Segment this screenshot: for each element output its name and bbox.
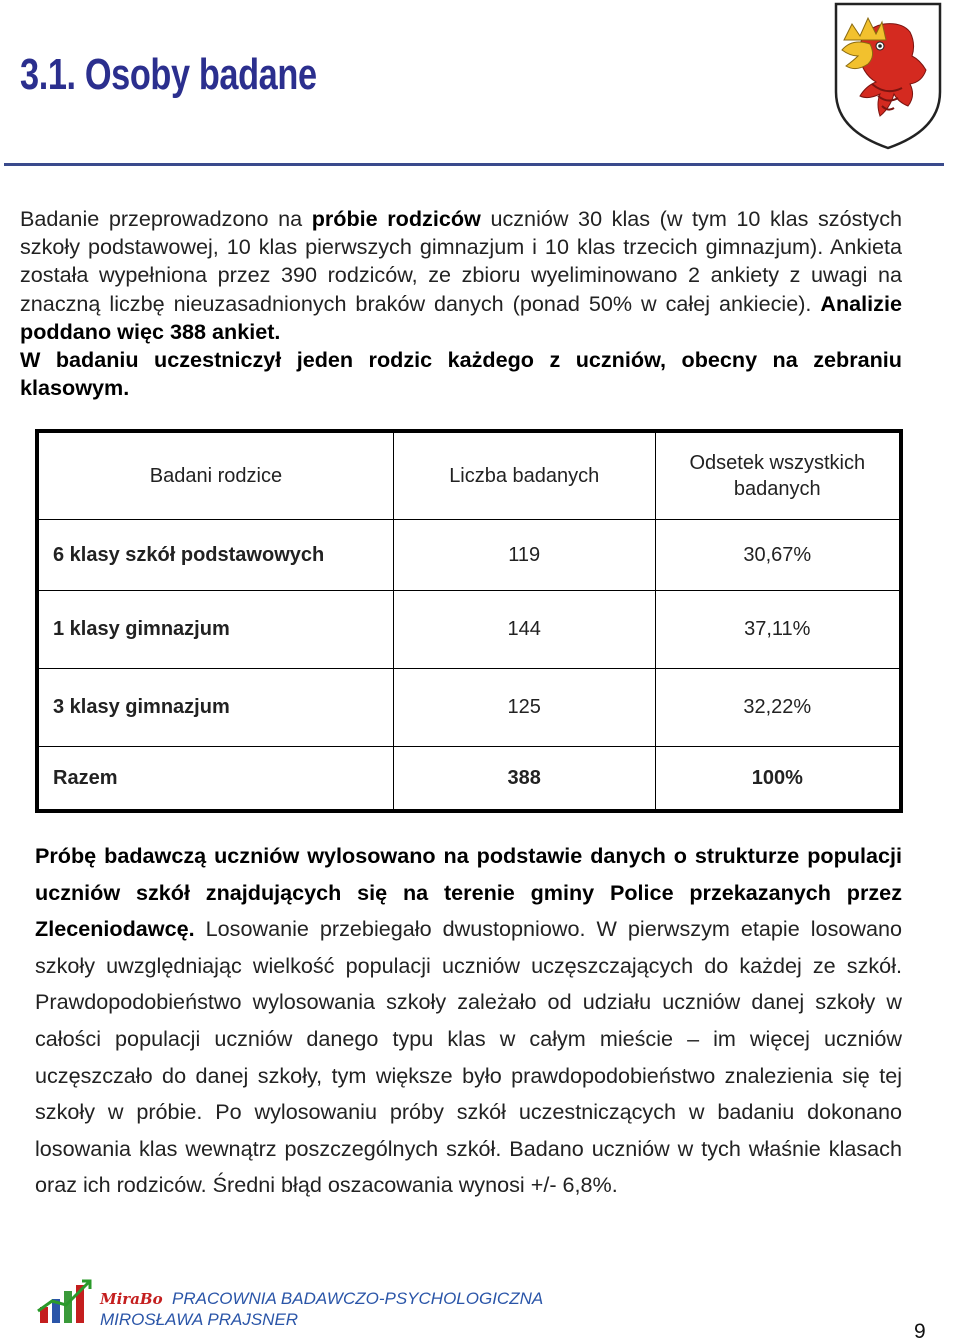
table-total-row	[37, 747, 901, 812]
intro-bold-3: W badaniu uczestniczył jeden rodzic każdego z uczniów, obecny na zebraniu klasowym.	[20, 347, 902, 401]
row-percent: 30,67%	[655, 520, 901, 591]
table-row	[37, 669, 901, 747]
intro-bold-1: próbie rodziców	[311, 206, 481, 231]
method-bold: Próbę badawczą uczniów wylosowano na podstawie danych o strukturze populacji uczniów szkół znajdujących się na terenie gminy Police przekazanych przez Zleceniodawcę.	[35, 843, 902, 942]
row-count: 119	[393, 520, 655, 591]
page-number: 9	[914, 1320, 926, 1343]
header-cell-group: Badani rodzice	[37, 431, 393, 520]
row-percent: 37,11%	[655, 591, 901, 669]
total-label: Razem	[37, 747, 393, 812]
intro-text-2: uczniów 30 klas (w tym 10 klas szóstych szkoły podstawowej, 10 klas pierwszych gimnazjum i 10 klas trzecich gimnazjum). Ankieta została wypełniona przez 390 rodziców, ze zbioru wyeliminowano 2 ankiety z uwagi na znaczną liczbę nieuzasadnionych braków danych (ponad 50% w całej ankiecie).	[20, 206, 903, 316]
table-row	[37, 591, 901, 669]
brand-name: MiraBo	[100, 1290, 163, 1308]
row-count: 125	[393, 669, 655, 747]
griffin-crest-icon	[832, 0, 944, 150]
row-label: 1 klasy gimnazjum	[37, 591, 393, 669]
header-divider	[4, 163, 944, 166]
lab-name: PRACOWNIA BADAWCZO-PSYCHOLOGICZNA	[172, 1289, 544, 1308]
total-count: 388	[393, 747, 655, 812]
page-title: 3.1. Osoby badane	[20, 50, 317, 99]
table-row	[37, 520, 901, 591]
sample-table	[35, 429, 903, 813]
total-percent: 100%	[655, 747, 901, 812]
method-text: Losowanie przebiegało dwustopniowo. W pierwszym etapie losowano szkoły uwzględniając wielkość populacji uczniów uczęszczających do każdej ze szkół. Prawdopodobieństwo wylosowania szkoły zależało od udziału uczniów danej szkoły w całości populacji uczniów danego typu klas w całym mieście – im więcej uczniów uczęszczało do danej szkoły, tym większe było prawdopodobieństwo znalezienia się tej szkoły w próbie. Po wylosowaniu próby szkół uczestniczących w badaniu dokonano losowania klas wewnątrz poszczególnych szkół. Badano uczniów w tych właśnie klasach oraz ich rodziców. Średni błąd oszacowania wynosi +/- 6,8%.	[35, 916, 902, 1198]
table-header-row	[37, 431, 901, 520]
row-label: 6 klasy szkół podstawowych	[37, 520, 393, 591]
intro-bold-2: Analizie poddano więc 388 ankiet.	[20, 290, 902, 344]
author-name: MIROSŁAWA PRAJSNER	[100, 1310, 299, 1329]
row-label: 3 klasy gimnazjum	[37, 669, 393, 747]
intro-paragraph	[20, 205, 902, 402]
header-cell-percent: Odsetek wszystkich badanych	[655, 431, 901, 520]
method-paragraph	[35, 838, 902, 1204]
row-percent: 32,22%	[655, 669, 901, 747]
row-count: 144	[393, 591, 655, 669]
header-cell-count: Liczba badanych	[393, 431, 655, 520]
intro-text-1: Badanie przeprowadzono na	[20, 206, 312, 231]
bar-chart-logo-icon	[36, 1277, 96, 1327]
